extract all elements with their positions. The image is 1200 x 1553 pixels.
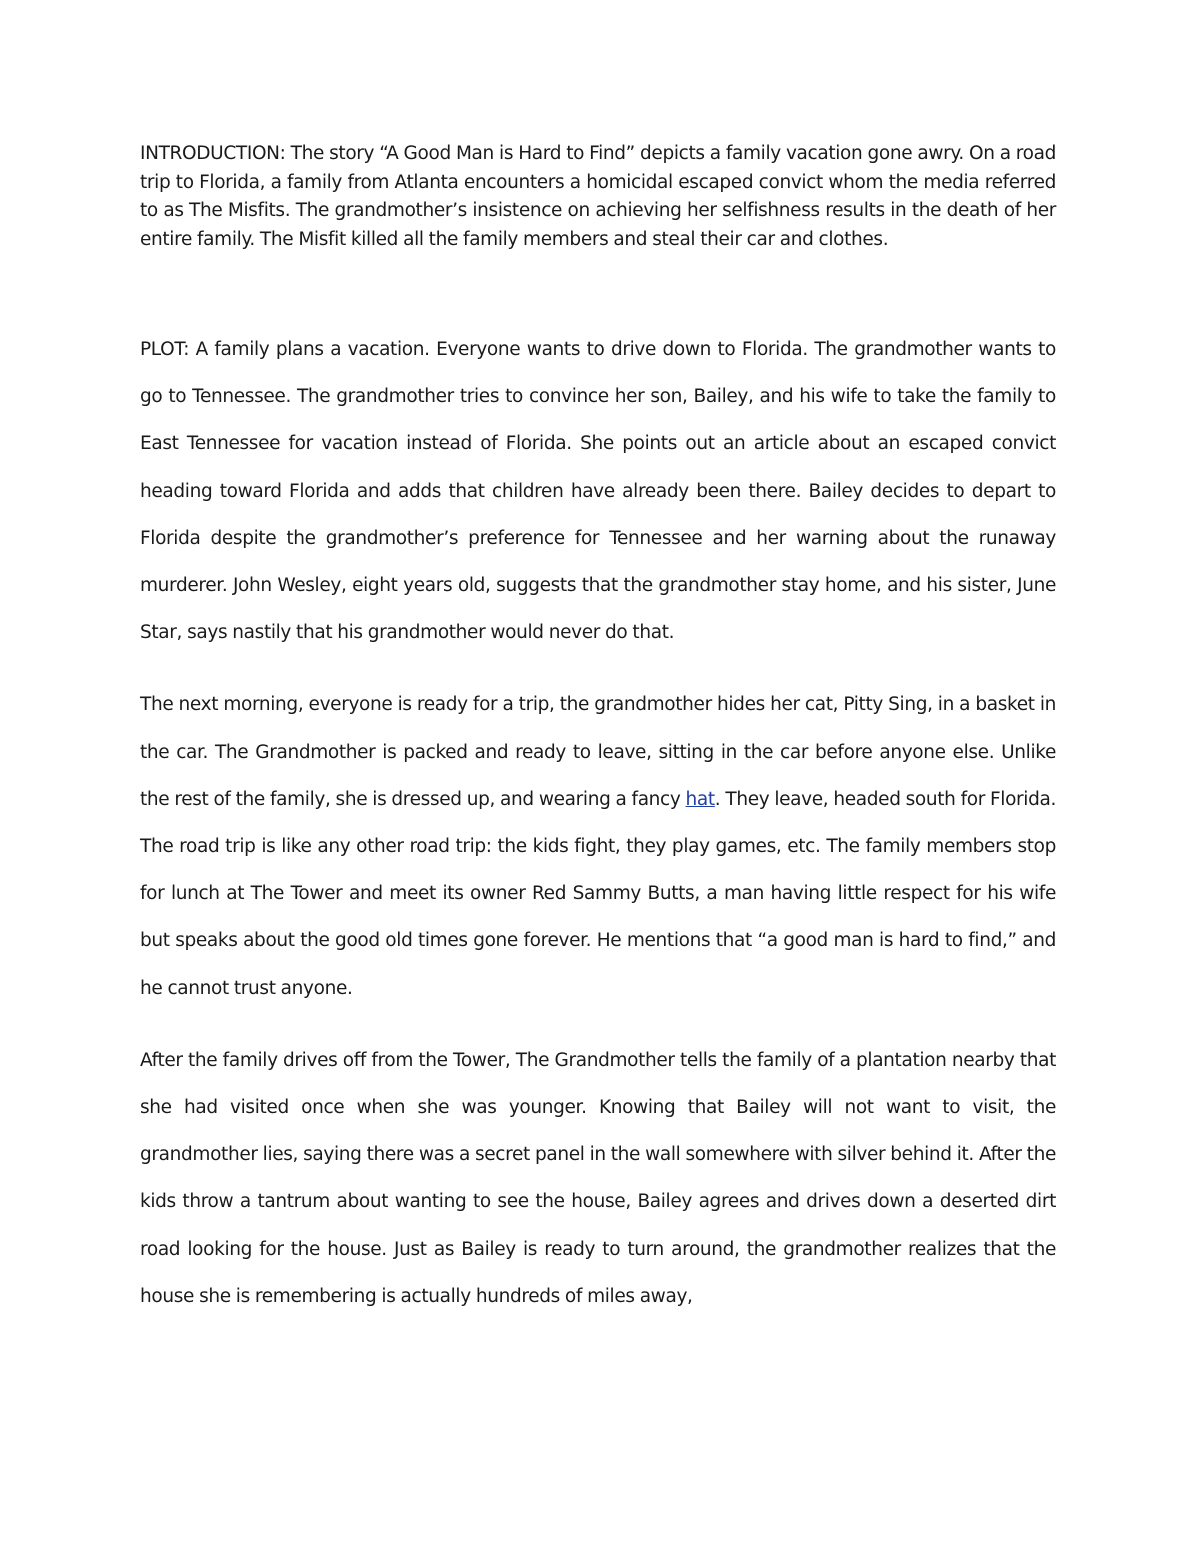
hat-link[interactable]: hat: [685, 788, 715, 810]
next-morning-text: The next morning, everyone is ready for a trip, the grandmother hides her cat, Pitty Sing, in a basket in the car. The Grandmother is packed and ready to leave, sitting in the car before anyone else. Unlike the rest of the family, she is dressed up, and wearing a fancy: [140, 694, 1056, 810]
introduction-paragraph: INTRODUCTION: The story “A Good Man is Hard to Find” depicts a family vacation gone awry. On a road trip to Florida, a family from Atlanta encounters a homicidal escaped convict whom the media referred to as The Misfits. The grandmother’s insistence on achieving her selfishness results in the death of her entire family. The Misfit killed all the family members and steal their car and clothes.: [140, 143, 1056, 250]
after-tower-paragraph: After the family drives off from the Tower, The Grandmother tells the family of a plantation nearby that she had visited once when she was younger. Knowing that Bailey will not want to visit, the grandmother lies, saying there was a secret panel in the wall somewhere with silver behind it. After the kids throw a tantrum about wanting to see the house, Bailey agrees and drives down a deserted dirt road looking for the house. Just as Bailey is ready to turn around, the grandmother realizes that the house she is remembering is actually hundreds of miles away,: [140, 1049, 1056, 1307]
document-page: [140, 140, 1056, 1320]
paragraph-spacer: [140, 656, 1056, 681]
next-morning-paragraph: [140, 681, 1056, 1011]
paragraph-spacer: [140, 254, 1056, 326]
next-morning-text-continued: . They leave, headed south for Florida. The road trip is like any other road trip: the kids fight, they play games, etc. The family members stop for lunch at The Tower and meet its owner Red Sammy Butts, a man having little respect for his wife but speaks about the good old times gone forever. He mentions that “a good man is hard to find,” and he cannot trust anyone.: [140, 788, 1057, 999]
plot-paragraph: PLOT: A family plans a vacation. Everyone wants to drive down to Florida. The grandmother wants to go to Tennessee. The grandmother tries to convince her son, Bailey, and his wife to take the family to East Tennessee for vacation instead of Florida. She points out an article about an escaped convict heading toward Florida and adds that children have already been there. Bailey decides to depart to Florida despite the grandmother’s preference for Tennessee and her warning about the runaway murderer. John Wesley, eight years old, suggests that the grandmother stay home, and his sister, June Star, says nastily that his grandmother would never do that.: [140, 339, 1056, 644]
paragraph-spacer: [140, 1012, 1056, 1037]
